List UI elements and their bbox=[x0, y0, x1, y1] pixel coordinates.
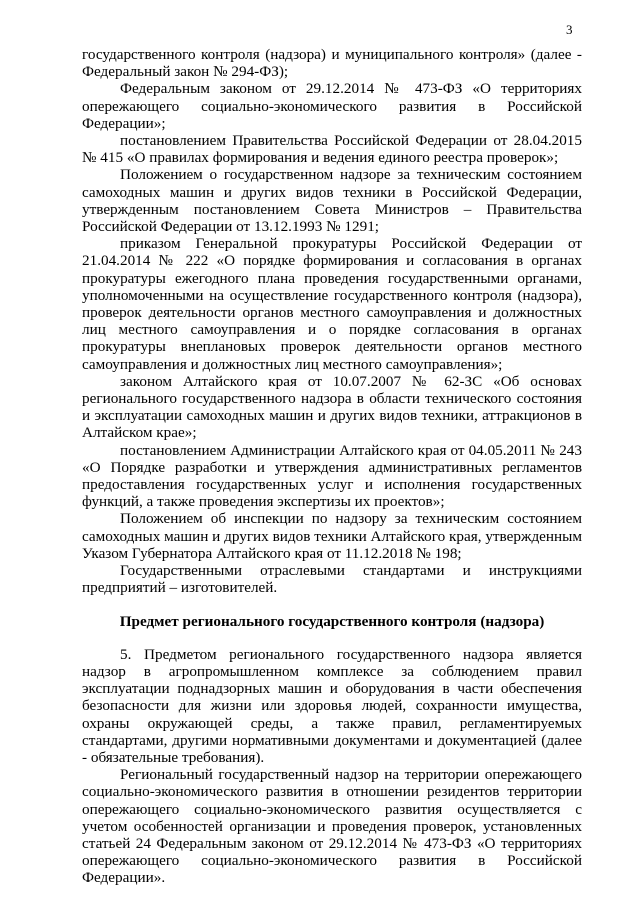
section-heading: Предмет регионального государственного контроля (надзора) bbox=[119, 612, 545, 630]
page-number: 3 bbox=[566, 22, 573, 37]
paragraph-prosecutor-order-222: приказом Генеральной прокуратуры Российской Федерации от 21.04.2014 № 222 «О порядке формирования и согласования в органах прокуратуры ежегодного плана проведения государственными органами, уполномоченными на осуществление государственного контроля (надзора), проверок деятельности органов местного самоуправления и должностных лиц местного самоуправления и о порядке согласования в органах прокуратуры внеплановых проверок деятельности органов местного самоуправления и должностных лиц местного самоуправления»; bbox=[82, 235, 582, 373]
paragraph-item-5: 5. Предметом регионального государственного надзора является надзор в агропромышленном комплексе за соблюдением правил эксплуатации поднадзорных машин и оборудования в части обеспечения безопасности для жизни или здоровья людей, сохранности имущества, охраны окружающей среды, а также правил, регламентируемых стандартами, другими нормативными документами и документацией (далее - обязательные требования). bbox=[82, 645, 582, 766]
paragraph-state-standards: Государственными отраслевыми стандартами и инструкциями предприятий – изготовителей. bbox=[82, 562, 582, 597]
paragraph-advanced-development-territory: Региональный государственный надзор на территории опережающего социально-экономического развития в отношении резидентов территории опережающего социально-экономического развития осуществляется с учетом особенностей организации и проведения проверок, установленных статьей 24 Федеральным законом от 29.12.2014 № 473-ФЗ «О территориях опережающего социально-экономического развития в Российской Федерации». bbox=[82, 766, 582, 887]
paragraph-federal-law-294-continuation: государственного контроля (надзора) и муниципального контроля» (далее - Федеральный закон № 294-ФЗ); bbox=[82, 46, 582, 81]
paragraph-federal-law-473: Федеральным законом от 29.12.2014 № 473-ФЗ «О территориях опережающего социально-экономического развития в Российской Федерации»; bbox=[82, 80, 582, 132]
paragraph-altai-resolution-243: постановлением Администрации Алтайского края от 04.05.2011 № 243 «О Порядке разработки и утверждения административных регламентов предоставления государственных услуг и исполнения государственных функций, а также проведения экспертизы их проектов»; bbox=[82, 441, 582, 511]
paragraph-regulation-1291: Положением о государственном надзоре за техническим состоянием самоходных машин и других видов техники в Российской Федерации, утвержденным постановлением Совета Министров – Правительства Российской Федерации от 13.12.1993 № 1291; bbox=[82, 166, 582, 236]
paragraph-altai-law-62: законом Алтайского края от 10.07.2007 № 62-ЗС «Об основах регионального государственного надзора в области технического состояния и эксплуатации самоходных машин и других видов техники, аттракционов в Алтайском крае»; bbox=[82, 372, 582, 442]
paragraph-government-resolution-415: постановлением Правительства Российской Федерации от 28.04.2015 № 415 «О правилах формирования и ведения единого реестра проверок»; bbox=[82, 132, 582, 167]
paragraph-inspection-regulation-198: Положением об инспекции по надзору за техническим состоянием самоходных машин и других видов техники Алтайского края, утвержденным Указом Губернатора Алтайского края от 11.12.2018 № 198; bbox=[82, 510, 582, 562]
document-body bbox=[82, 46, 582, 887]
